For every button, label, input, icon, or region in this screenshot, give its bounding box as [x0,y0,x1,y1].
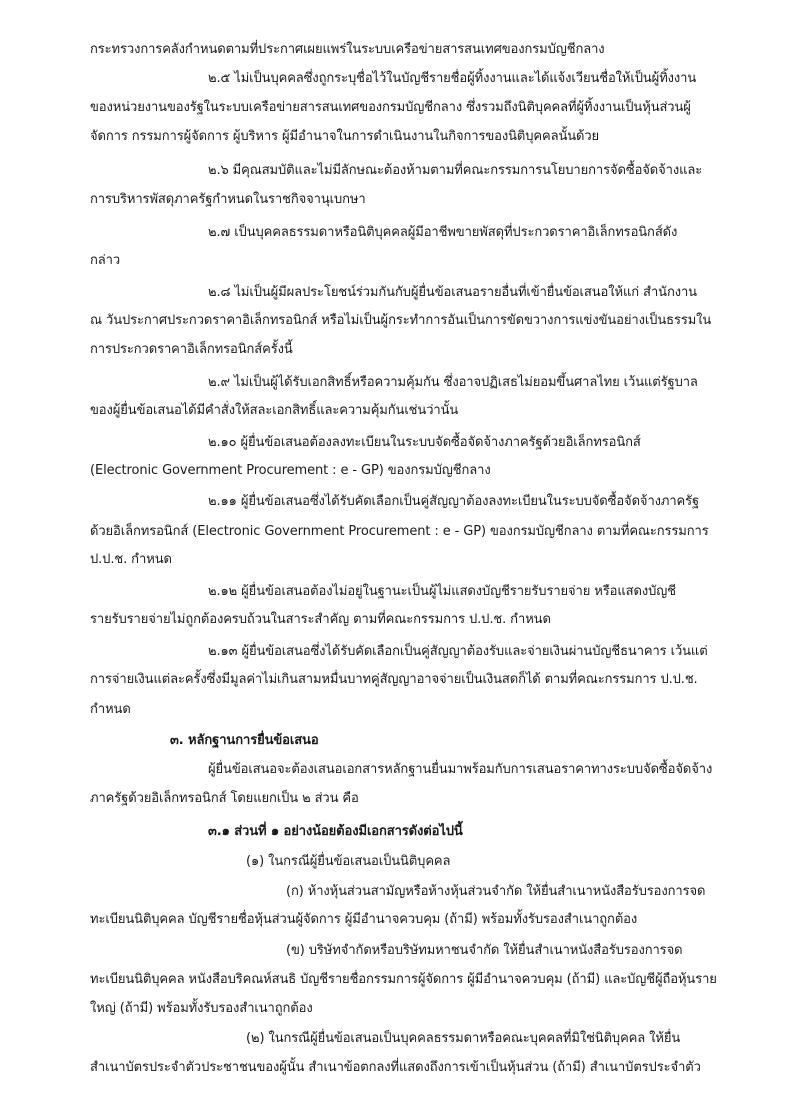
text-line: (๒) ในกรณีผู้ยื่นข้อเสนอเป็นบุคคลธรรมดาหรือคณะบุคคลที่มิใช่นิติบุคคล ให้ยื่น [246,1031,681,1046]
text-line: (Electronic Government Procurement : e - GP) ของกรมบัญชีกลาง [90,463,491,478]
text-line: สำเนาบัตรประจำตัวประชาชนของผู้นั้น สำเนาข้อตกลงที่แสดงถึงการเข้าเป็นหุ้นส่วน (ถ้ามี) สำเนาบัตรประจำตัว [90,1060,701,1075]
text-line: ป.ป.ช. กำหนด [90,552,172,567]
text-line: ๒.๘ ไม่เป็นผู้มีผลประโยชน์ร่วมกันกับผู้ยื่นข้อเสนอรายอื่นที่เข้ายื่นข้อเสนอให้แก่ สำนักงาน [208,285,697,300]
text-line: ๒.๗ เป็นบุคคลธรรมดาหรือนิติบุคคลผู้มีอาชีพขายพัสดุที่ประกวดราคาอิเล็กทรอนิกส์ดัง [208,225,678,240]
text-line: การจ่ายเงินแต่ละครั้งซึ่งมีมูลค่าไม่เกินสามหมื่นบาทคู่สัญญาอาจจ่ายเป็นเงินสดก็ได้ ตามที่คณะกรรมการ ป.ป.ช. [90,672,698,687]
text-line: ๒.๑๐ ผู้ยื่นข้อเสนอต้องลงทะเบียนในระบบจัดซื้อจัดจ้างภาครัฐด้วยอิเล็กทรอนิกส์ [208,435,641,450]
text-line: ของหน่วยงานของรัฐในระบบเครือข่ายสารสนเทศของกรมบัญชีกลาง ซึ่งรวมถึงนิติบุคคลที่ผู้ทิ้งงานเป็นหุ้นส่วนผู้ [90,100,691,115]
subsection-heading: ๓.๑ ส่วนที่ ๑ อย่างน้อยต้องมีเอกสารดังต่อไปนี้ [208,824,463,839]
text-line: ทะเบียนนิติบุคคล หนังสือบริคณห์สนธิ บัญชีรายชื่อกรรมการผู้จัดการ ผู้มีอำนาจควบคุม (ถ้ามี) และบัญชีผู้ถือหุ้นราย [90,972,717,987]
text-line: จัดการ กรรมการผู้จัดการ ผู้บริหาร ผู้มีอำนาจในการดำเนินงานในกิจการของนิติบุคคลนั้นด้วย [90,129,600,144]
text-line: ของผู้ยื่นข้อเสนอได้มีคำสั่งให้สละเอกสิทธิ์และความคุ้มกันเช่นว่านั้น [90,403,459,418]
text-line: ๒.๑๓ ผู้ยื่นข้อเสนอซึ่งได้รับคัดเลือกเป็นคู่สัญญาต้องรับและจ่ายเงินผ่านบัญชีธนาคาร เว้นแต่ [208,644,708,659]
text-line: ๒.๖ มีคุณสมบัติและไม่มีลักษณะต้องห้ามตามที่คณะกรรมการนโยบายการจัดซื้อจัดจ้างและ [208,163,703,178]
text-line: ใหญ่ (ถ้ามี) พร้อมทั้งรับรองสำเนาถูกต้อง [90,1001,313,1016]
text-line: ผู้ยื่นข้อเสนอจะต้องเสนอเอกสารหลักฐานยื่นมาพร้อมกับการเสนอราคาทางระบบจัดซื้อจัดจ้าง [208,762,713,777]
text-line: รายรับรายจ่ายไม่ถูกต้องครบถ้วนในสาระสำคัญ ตามที่คณะกรรมการ ป.ป.ช. กำหนด [90,612,551,627]
text-line: การบริหารพัสดุภาครัฐกำหนดในราชกิจจานุเบกษา [90,192,366,207]
text-line: (ข) บริษัทจำกัดหรือบริษัทมหาชนจำกัด ให้ยื่นสำเนาหนังสือรับรองการจด [286,943,683,958]
text-line: กำหนด [90,702,131,717]
text-line: (๑) ในกรณีผู้ยื่นข้อเสนอเป็นนิติบุคคล [246,854,451,869]
text-line: การประกวดราคาอิเล็กทรอนิกส์ครั้งนี้ [90,342,293,357]
text-line: ด้วยอิเล็กทรอนิกส์ (Electronic Government Procurement : e - GP) ของกรมบัญชีกลาง ตามที่คณะกรรมการ [90,524,709,539]
text-line: ๒.๙ ไม่เป็นผู้ได้รับเอกสิทธิ์หรือความคุ้มกัน ซึ่งอาจปฏิเสธไม่ยอมขึ้นศาลไทย เว้นแต่รัฐบาล [208,375,698,390]
text-line: ๒.๑๒ ผู้ยื่นข้อเสนอต้องไม่อยู่ในฐานะเป็นผู้ไม่แสดงบัญชีรายรับรายจ่าย หรือแสดงบัญชี [208,584,676,599]
section-heading: ๓. หลักฐานการยื่นข้อเสนอ [170,733,319,748]
text-line: ภาครัฐด้วยอิเล็กทรอนิกส์ โดยแยกเป็น ๒ ส่วน คือ [90,791,359,806]
text-line: ๒.๕ ไม่เป็นบุคคลซึ่งถูกระบุชื่อไว้ในบัญชีรายชื่อผู้ทิ้งงานและได้แจ้งเวียนชื่อให้เป็นผู้ทิ้งงาน [208,71,697,86]
text-line: ทะเบียนนิติบุคคล บัญชีรายชื่อหุ้นส่วนผู้จัดการ ผู้มีอำนาจควบคุม (ถ้ามี) พร้อมทั้งรับรองสำเนาถูกต้อง [90,912,638,927]
text-line: ๒.๑๑ ผู้ยื่นข้อเสนอซึ่งได้รับคัดเลือกเป็นคู่สัญญาต้องลงทะเบียนในระบบจัดซื้อจัดจ้างภาครัฐ [208,494,700,509]
text-line: กล่าว [90,253,121,268]
text-line: กระทรวงการคลังกำหนดตามที่ประกาศเผยแพร่ในระบบเครือข่ายสารสนเทศของกรมบัญชีกลาง [90,42,605,57]
text-line: ณ วันประกาศประกวดราคาอิเล็กทรอนิกส์ หรือไม่เป็นผู้กระทำการอันเป็นการขัดขวางการแข่งขันอย่างเป็นธรรมใน [90,313,712,328]
text-line: (ก) ห้างหุ้นส่วนสามัญหรือห้างหุ้นส่วนจำกัด ให้ยื่นสำเนาหนังสือรับรองการจด [286,884,706,899]
